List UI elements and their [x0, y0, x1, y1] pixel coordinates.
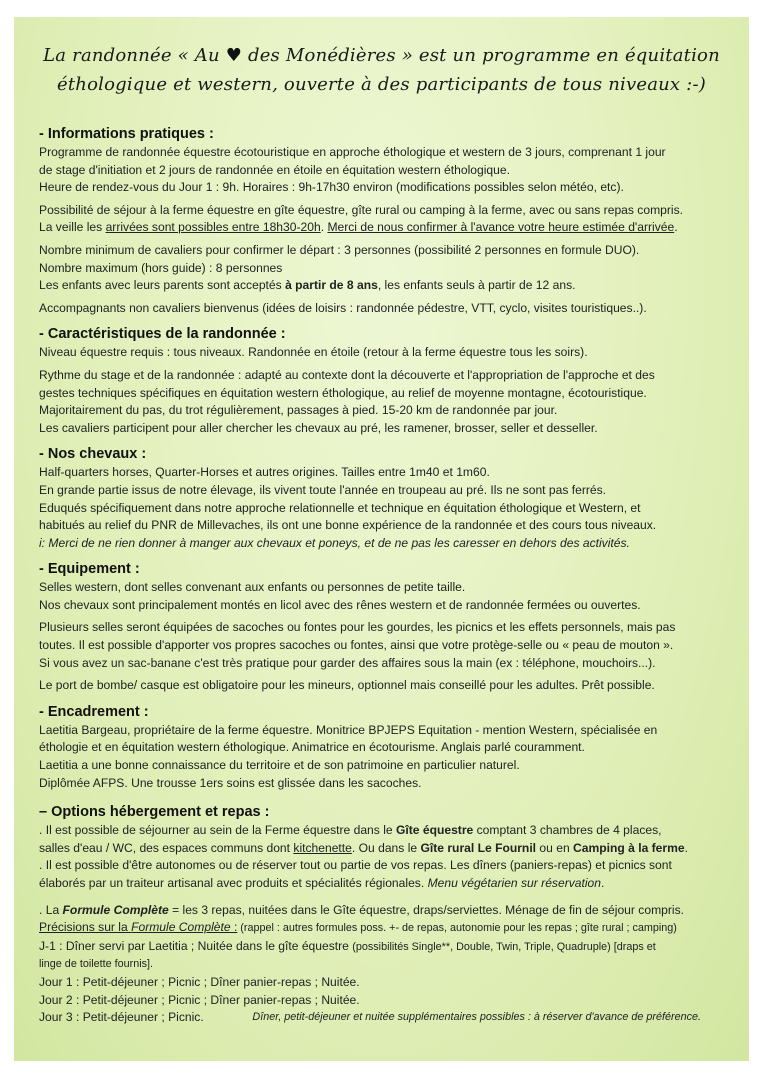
- heading-caracteristiques: - Caractéristiques de la randonnée :: [39, 326, 286, 343]
- min-age: à partir de 8 ans: [285, 278, 378, 293]
- gite-rural: Gîte rural Le Fournil: [420, 840, 537, 855]
- title-text-a: La randonnée « Au: [43, 45, 226, 66]
- page: [14, 17, 749, 1061]
- infos-p2-line1: Possibilité de séjour à la ferme équestre en gîte équestre, gîte rural ou camping à la ferme, avec ou sans repas compris.: [39, 202, 683, 217]
- equip-line4: toutes. Il est possible d'apporter vos propres sacoches ou fontes, ainsi que votre protège-selle ou « peau de mouton ».: [39, 638, 674, 653]
- infos-p3-line3: Les enfants avec leurs parents sont acceptés à partir de 8 ans, les enfants seuls à partir de 12 ans.: [39, 278, 576, 293]
- caract-p1: Niveau équestre requis : tous niveaux. Randonnée en étoile (retour à la ferme équestre tous les soirs).: [39, 345, 588, 360]
- encadr-line4: Diplômée AFPS. Une trousse 1ers soins est glissée dans les sacoches.: [39, 775, 422, 790]
- caract-p2-line2: gestes techniques spécifiques en équitation western éthologique, au relief de moyenne montagne, écotouristique.: [39, 385, 647, 400]
- heart-icon: ♥: [225, 45, 243, 66]
- jour1: Jour 1 : Petit-déjeuner ; Picnic ; Dîner panier-repas ; Nuitée.: [39, 974, 360, 989]
- heading-equipement: - Equipement :: [39, 561, 140, 578]
- heading-informations-pratiques: - Informations pratiques :: [39, 126, 214, 142]
- chevaux-line3: Eduqués spécifiquement dans notre approche relationnelle et technique en équitation éthologique et Western, et: [39, 500, 641, 515]
- heading-options: – Options hébergement et repas :: [39, 804, 270, 821]
- title-text-b: des Monédières » est un programme en équitation: [242, 45, 720, 66]
- arrivals-note: arrivées sont possibles entre 18h30-20h: [105, 220, 321, 235]
- infos-p1-line3: Heure de rendez-vous du Jour 1 : 9h. Horaires : 9h-17h30 environ (modifications possibles selon météo, etc).: [39, 180, 624, 195]
- formule-complete: Formule Complète: [62, 902, 169, 917]
- chevaux-line4: habitués au relief du PNR de Millevaches, ils ont une bonne expérience de la randonnée et des cours tous niveaux.: [39, 518, 657, 533]
- chevaux-line2: En grande partie issus de notre élevage, ils vivent toute l'année en troupeau au pré. Ils ne sont pas ferrés.: [39, 482, 607, 497]
- jour3: Jour 3 : Petit-déjeuner ; Picnic.: [39, 1010, 204, 1025]
- options-line1: . Il est possible de séjourner au sein de la Ferme équestre dans le Gîte équestre comptant 3 chambres de 4 places,: [39, 823, 662, 838]
- camping: Camping à la ferme: [573, 840, 685, 855]
- supplement-note: Dîner, petit-déjeuner et nuitée supplémentaires possibles : à réserver d'avance de préférence.: [252, 1011, 701, 1024]
- infos-p2-line2: La veille les arrivées sont possibles entre 18h30-20h. Merci de nous confirmer à l'avance votre heure estimée d'arrivée.: [39, 220, 678, 235]
- equip-line5: Si vous avez un sac-banane c'est très pratique pour garder des affaires sous la main (ex : téléphone, mouchoirs...).: [39, 655, 656, 670]
- caract-p2-line4: Les cavaliers participent pour aller chercher les chevaux au pré, les ramener, brosser, seller et desseller.: [39, 420, 598, 435]
- infos-p1-line1: Programme de randonnée équestre écotouristique en approche éthologique et western de 3 jours, comprenant 1 jour: [39, 145, 666, 159]
- jour3-line: [39, 1009, 727, 1027]
- document-body: [39, 125, 727, 1027]
- encadr-line2: éthologie et en équitation western éthologique. Animatrice en écotourisme. Anglais parlé couramment.: [39, 740, 585, 755]
- options-line4: élaborés par un traiteur artisanal avec produits et spécialités régionales. Menu végétarien sur réservation.: [39, 876, 605, 890]
- chevaux-line1: Half-quarters horses, Quarter-Horses et autres origines. Tailles entre 1m40 et 1m60.: [39, 465, 490, 480]
- formule-line1: . La Formule Complète = les 3 repas, nuitées dans le Gîte équestre, draps/serviettes. Ménage de fin de séjour compris.: [39, 902, 684, 917]
- infos-p3-line1: Nombre minimum de cavaliers pour confirmer le départ : 3 personnes (possibilité 2 personnes en formule DUO).: [39, 242, 640, 257]
- formule-line2: Précisions sur la Formule Complète : (rappel : autres formules poss. +- de repas, autonomie pour les repas ; gîte rural ; camping): [39, 920, 677, 935]
- page-title: [34, 41, 729, 99]
- caract-p2-line3: Majoritairement du pas, du trot régulièrement, passages à pied. 15-20 km de randonnée par jour.: [39, 403, 558, 418]
- equip-line2: Nos chevaux sont principalement montés en licol avec des rênes western et de randonnée fermées ou ouvertes.: [39, 597, 641, 612]
- infos-p4: Accompagnants non cavaliers bienvenus (idées de loisirs : randonnée pédestre, VTT, cyclo, visites touristiques..).: [39, 300, 647, 315]
- options-line3: . Il est possible d'être autonomes ou de réserver tout ou partie de vos repas. Les dîners (paniers-repas) et picnics sont: [39, 858, 672, 873]
- heading-encadrement: - Encadrement :: [39, 703, 149, 720]
- jour2: Jour 2 : Petit-déjeuner ; Picnic ; Dîner panier-repas ; Nuitée.: [39, 992, 360, 1007]
- caract-p2-line1: Rythme du stage et de la randonnée : adapté au contexte dont la découverte et l'appropriation de l'approche et des: [39, 367, 655, 382]
- options-line2: salles d'eau / WC, des espaces communs dont kitchenette. Ou dans le Gîte rural Le Fournil ou en Camping à la ferme.: [39, 840, 688, 855]
- title-line-2: éthologique et western, ouverte à des participants de tous niveaux :-): [57, 74, 706, 95]
- equip-line3: Plusieurs selles seront équipées de sacoches ou fontes pour les gourdes, les picnics et les effets personnels, mais pas: [39, 620, 676, 635]
- formule-line3: J-1 : Dîner servi par Laetitia ; Nuitée dans le gîte équestre (possibilités Single**, Double, Twin, Triple, Quadruple) [draps et: [39, 938, 656, 953]
- heading-nos-chevaux: - Nos chevaux :: [39, 446, 147, 463]
- title-line-1: [34, 41, 729, 70]
- confirm-arrival-note: Merci de nous confirmer à l'avance votre heure estimée d'arrivée: [327, 220, 675, 235]
- infos-p1-line2: de stage d'initiation et 2 jours de randonnée en étoile en équitation western éthologique.: [39, 162, 510, 177]
- menu-vegetarien: Menu végétarien sur réservation: [427, 876, 601, 890]
- kitchenette: kitchenette: [293, 840, 352, 855]
- gite-equestre: Gîte équestre: [395, 823, 474, 838]
- encadr-line1: Laetitia Bargeau, propriétaire de la ferme équestre. Monitrice BPJEPS Equitation - mention Western, spécialisée en: [39, 722, 658, 737]
- equip-line1: Selles western, dont selles convenant aux enfants ou personnes de petite taille.: [39, 580, 466, 595]
- formule-line4: linge de toilette fournis].: [39, 958, 154, 971]
- chevaux-note: i: Merci de ne rien donner à manger aux chevaux et poneys, et de ne pas les caresser en dehors des activités.: [39, 535, 630, 550]
- encadr-line3: Laetitia a une bonne connaissance du territoire et de son patrimoine en particulier naturel.: [39, 758, 520, 773]
- infos-p3-line2: Nombre maximum (hors guide) : 8 personnes: [39, 260, 283, 275]
- equip-line6: Le port de bombe/ casque est obligatoire pour les mineurs, optionnel mais conseillé pour les adultes. Prêt possible.: [39, 678, 655, 693]
